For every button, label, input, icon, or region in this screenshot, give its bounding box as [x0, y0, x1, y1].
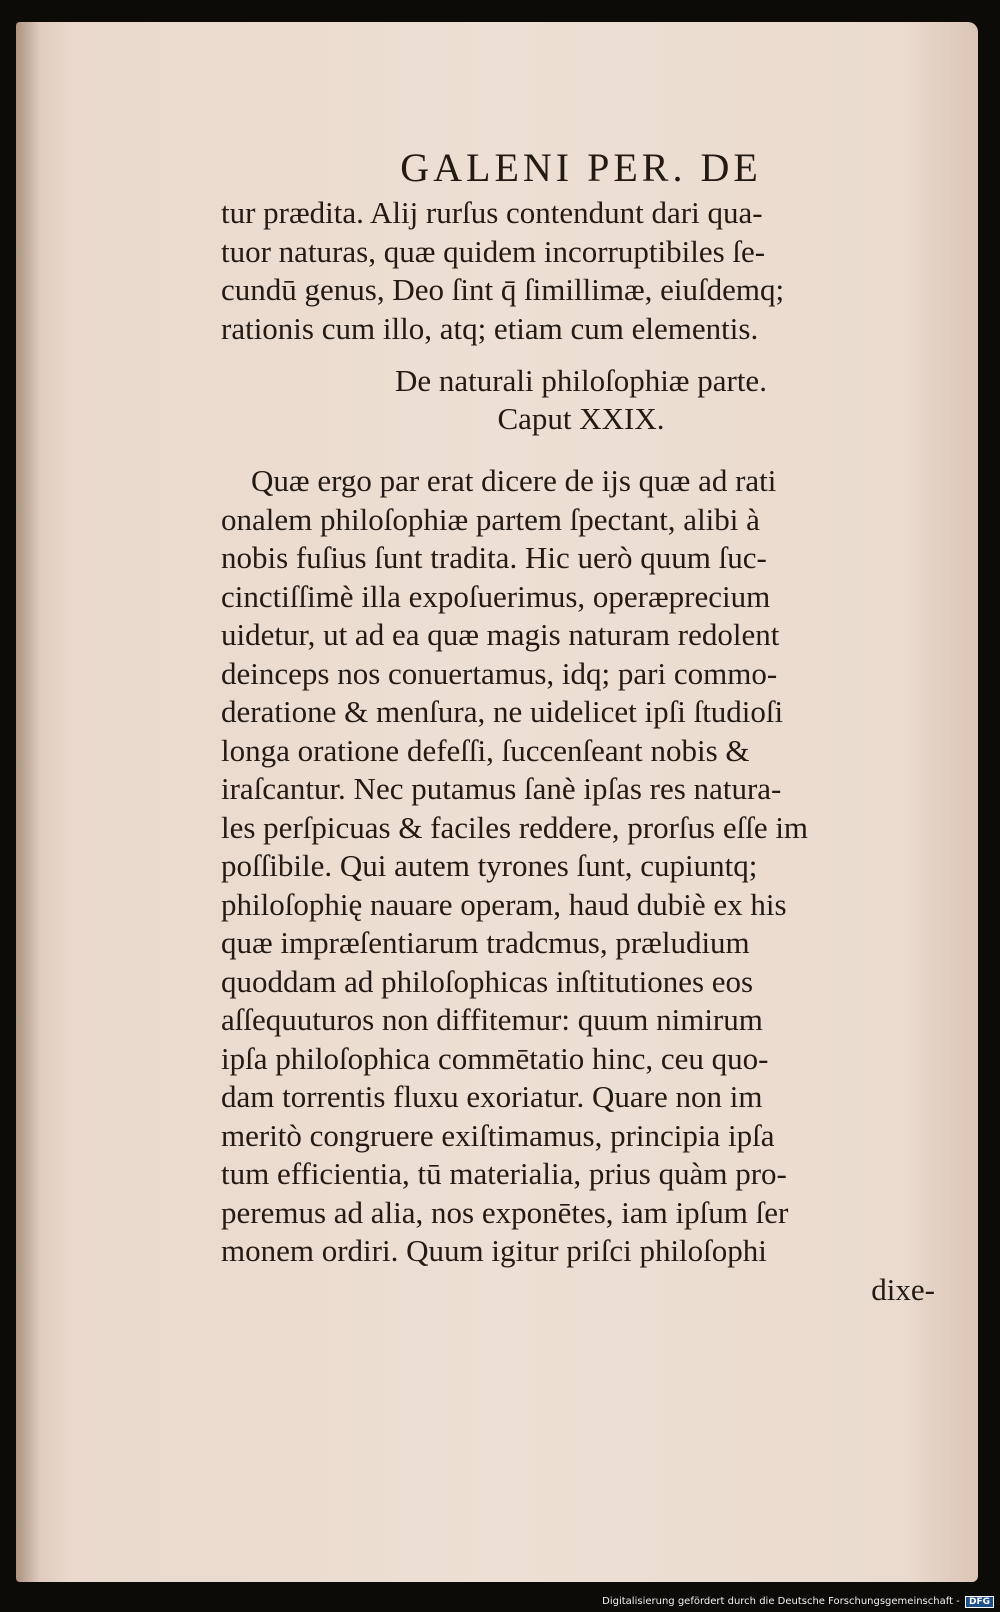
- text-line: meritò congruere exiſtimamus, principia ipſa: [221, 1117, 775, 1153]
- text-line: nobis fuſius ſunt tradita. Hic uerò quum ſuc‑: [221, 540, 767, 575]
- text-line: poſſibile. Qui autem tyrones ſunt, cupiuntq;: [221, 848, 758, 883]
- text-line: monem ordiri. Quum igitur priſci philoſophi: [221, 1233, 767, 1268]
- dfg-logo: DFG: [965, 1596, 994, 1608]
- text-line: tuor naturas, quæ quidem incorruptibiles ſe‑: [221, 233, 766, 269]
- text-line: peremus ad alia, nos exponētes, iam ipſum ſer: [221, 1194, 789, 1230]
- text-line: aſſequuturos non diffitemur: quum nimirum: [221, 1002, 763, 1037]
- text-line: Quæ ergo par erat dicere de ijs quæ ad rati: [251, 463, 777, 498]
- text-line: dam torrentis fluxu exoriatur. Quare non im: [221, 1079, 763, 1114]
- text-line: les perſpicuas & faciles reddere, prorſus eſſe im: [221, 809, 809, 845]
- text-line: tum efficientia, tū materialia, prius quàm pro‑: [221, 1156, 787, 1191]
- running-head: GALENI PER. DE: [400, 145, 762, 190]
- text-line: quæ impræſentiarum tradcmus, præludium: [221, 925, 750, 960]
- text-line: deinceps nos conuertamus, idq; pari commo‑: [221, 655, 778, 691]
- text-line: deratione & menſura, ne uidelicet ipſi ſtudioſi: [221, 694, 784, 729]
- chapter-number: Caput XXIX.: [497, 401, 665, 436]
- text-line: uidetur, ut ad ea quæ magis naturam redolent: [221, 617, 780, 652]
- credit-text: Digitalisierung gefördert durch die Deutsche Forschungsgemeinschaft -: [602, 1596, 960, 1607]
- text-line: longa oratione defeſſi, ſuccenſeant nobis &: [221, 732, 750, 768]
- text-line: cundū genus, Deo ſint q̄ ſimillimæ, eiuſdemq;: [221, 272, 785, 307]
- text-line: tur prædita. Alij rurſus contendunt dari qua‑: [221, 195, 763, 230]
- chapter-heading: De naturali philoſophiæ parte.: [395, 363, 767, 398]
- text-line: quoddam ad philoſophicas inſtitutiones eos: [221, 963, 754, 999]
- text-line: cinctiſſimè illa expoſuerimus, operæprecium: [221, 578, 771, 614]
- text-line: onalem philoſophiæ partem ſpectant, alibi à: [221, 501, 760, 537]
- book-page: [16, 22, 978, 1582]
- spine-shadow: [16, 22, 40, 1582]
- text-line: ipſa philoſophica commētatio hinc, ceu quo‑: [221, 1040, 769, 1076]
- text-block: [221, 142, 941, 1309]
- catchword: dixe‑: [871, 1271, 935, 1307]
- text-line: rationis cum illo, atq; etiam cum elementis.: [221, 310, 759, 346]
- text-line: iraſcantur. Nec putamus ſanè ipſas res natura‑: [221, 771, 782, 806]
- digitization-credit: [602, 1596, 994, 1608]
- text-line: philoſophię nauare operam, haud dubiè ex his: [221, 886, 787, 922]
